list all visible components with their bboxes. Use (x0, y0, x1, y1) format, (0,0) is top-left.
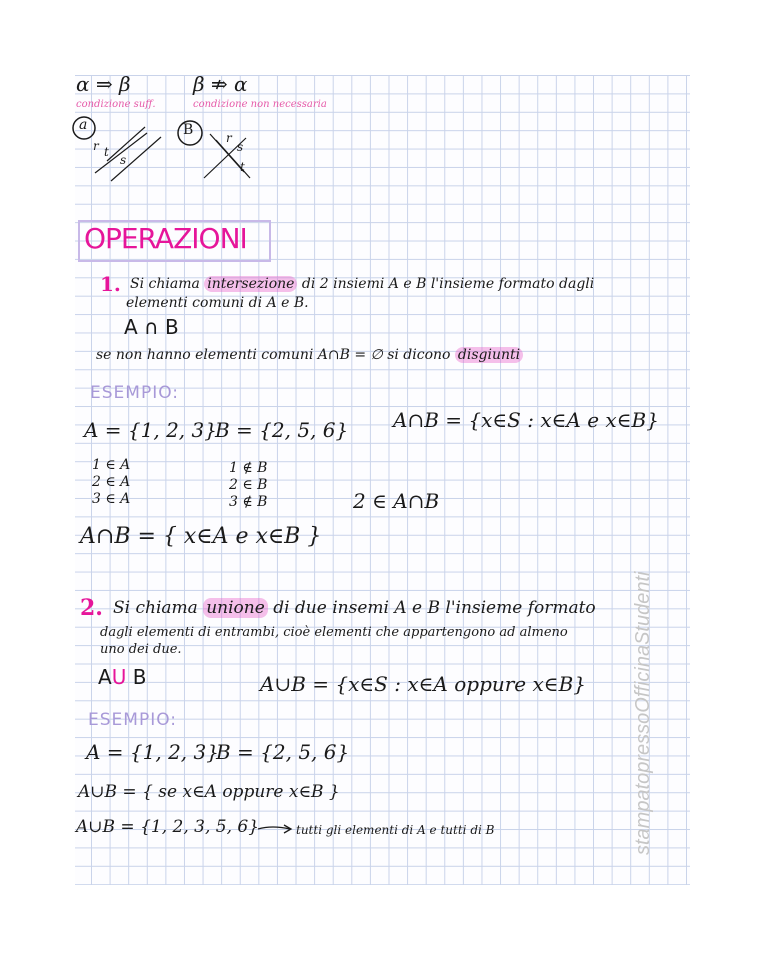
section1-line1: Si chiama intersezione di 2 insiemi A e B l'insieme formato dagli (130, 276, 595, 292)
example-label-2: ESEMPIO: (88, 710, 178, 730)
section2-number: 2. (80, 595, 103, 621)
line-label-t: t (104, 145, 109, 159)
union-condition: A∪B = { se x∈A oppure x∈B } (78, 782, 340, 802)
intersection-definition: A∩B = {x∈S : x∈A e x∈B} (393, 408, 659, 432)
parallel-lines-sketch-icon (85, 125, 175, 185)
keyword-intersezione: intersezione (204, 276, 297, 292)
union-arrow-note: tutti gli elementi di A e tutti di B (296, 823, 495, 837)
watermark: stampatopressoOfficinaStudenti (632, 571, 654, 855)
check-b-3: 3 ∉ B (229, 494, 268, 510)
arrow-right-icon (256, 822, 296, 836)
set-a-2: A = {1, 2, 3} (86, 740, 219, 764)
example-label-1: ESEMPIO: (90, 383, 180, 403)
circle-label-b: B (183, 122, 194, 138)
keyword-disgiunti: disgiunti (455, 347, 523, 363)
union-symbol: AU B (98, 665, 147, 689)
set-b-2: B = {2, 5, 6} (216, 740, 350, 764)
check-b-1: 1 ∉ B (229, 460, 268, 476)
set-a-1: A = {1, 2, 3} (84, 418, 217, 442)
intersection-symbol: A ∩ B (124, 315, 179, 339)
line-label-r-b: r (226, 131, 232, 145)
line-label-s: s (120, 153, 127, 167)
disjoint-sentence: se non hanno elementi comuni A∩B = ∅ si dicono disgiunti (96, 347, 523, 363)
non-necessary-condition-note: condizione non necessaria (193, 99, 327, 110)
check-b-2: 2 ∈ B (229, 477, 268, 493)
line-label-t-b: t (240, 160, 245, 174)
line-label-s-b: s (237, 140, 244, 154)
section2-line2: dagli elementi di entrambi, cioè elementi che appartengono ad almeno (100, 625, 568, 640)
check-a-3: 3 ∈ A (92, 491, 131, 507)
intersection-conclusion: 2 ∈ A∩B (353, 489, 440, 513)
section2-line3: uno dei due. (100, 642, 182, 657)
union-result: A∪B = {1, 2, 3, 5, 6} (76, 817, 260, 837)
page-title: OPERAZIONI (84, 222, 247, 255)
section2-line1: Si chiama unione di due insemi A e B l'insieme formato (113, 598, 596, 618)
line-label-r: r (93, 139, 99, 153)
check-a-2: 2 ∈ A (92, 474, 131, 490)
union-definition: A∪B = {x∈S : x∈A oppure x∈B} (260, 672, 587, 696)
intersection-general: A∩B = { x∈A e x∈B } (80, 524, 322, 549)
section1-line2: elementi comuni di A e B. (126, 295, 309, 311)
keyword-unione: unione (203, 598, 268, 618)
sufficient-condition-note: condizione suff. (76, 99, 156, 110)
check-a-1: 1 ∈ A (92, 457, 131, 473)
circle-label-a: a (79, 117, 88, 133)
incident-lines-sketch-icon (198, 132, 268, 187)
implication-alpha-beta: α ⇒ β (76, 72, 131, 96)
section1-number: 1. (100, 272, 121, 296)
set-b-1: B = {2, 5, 6} (215, 418, 349, 442)
implication-beta-not-alpha: β ⇏ α (193, 72, 248, 96)
